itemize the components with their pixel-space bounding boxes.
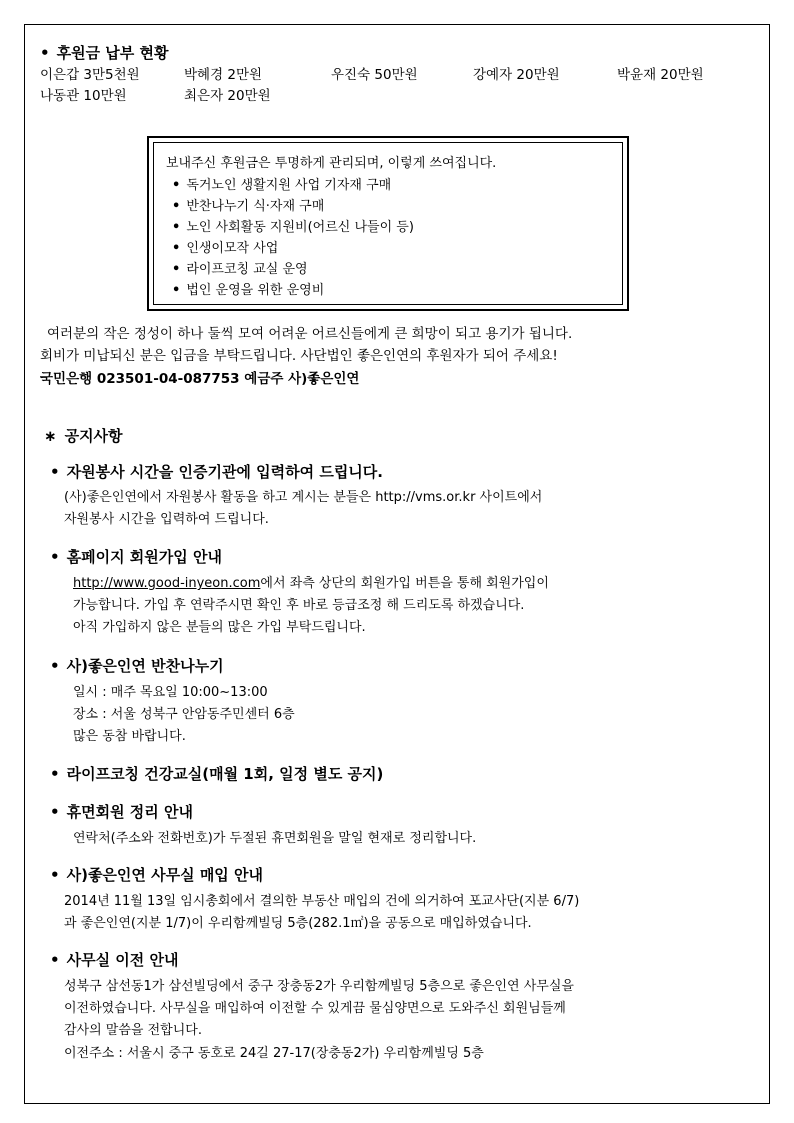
bank-account: 국민은행 023501-04-087753 예금주 사)좋은인연 (40, 371, 360, 387)
office-move-text: 이전하였습니다. 사무실을 매입하여 이전할 수 있게끔 물심양면으로 도와주신 회원님들께 (64, 1001, 566, 1016)
homepage-text: 가능합니다. 가입 후 연락주시면 확인 후 바로 등급조정 해 드리도록 하겠습니다. (73, 598, 525, 613)
donor-entry: 박윤재 20만원 (617, 67, 704, 83)
usage-item: • 반찬나누기 식·자재 구매 (172, 195, 324, 214)
homepage-line (73, 572, 549, 591)
office-purchase-title: • 사)좋은인연 사무실 매입 안내 (50, 864, 263, 885)
donor-entry: 나동관 10만원 (40, 88, 127, 104)
donation-usage-box (147, 136, 629, 311)
donor-entry: 이은갑 3만5천원 (40, 67, 140, 83)
usage-intro: 보내주신 후원금은 투명하게 관리되며, 이렇게 쓰여집니다. (166, 156, 497, 171)
side-dish-text: 많은 동참 바랍니다. (73, 729, 186, 744)
appeal-text: 회비가 미납되신 분은 입금을 부탁드립니다. 사단법인 좋은인연의 후원자가 되어 주세요! (40, 348, 558, 364)
usage-item: • 라이프코칭 교실 운영 (172, 258, 308, 277)
office-move-address: 이전주소 : 서울시 중구 동호로 24길 27-17(장충동2가) 우리함께빌딩 5층 (64, 1046, 484, 1061)
dormant-title: • 휴면회원 정리 안내 (50, 801, 193, 822)
usage-item: • 법인 운영을 위한 운영비 (172, 279, 324, 298)
donor-entry: 강예자 20만원 (473, 67, 560, 83)
office-move-title: • 사무실 이전 안내 (50, 949, 178, 970)
volunteer-text: (사)좋은인연에서 자원봉사 활동을 하고 계시는 분들은 http://vms.or.kr 사이트에서 (64, 490, 543, 505)
appeal-text: 여러분의 작은 정성이 하나 둘씩 모여 어려운 어르신들에게 큰 희망이 되고 용기가 됩니다. (47, 326, 573, 342)
donor-entry: 최은자 20만원 (184, 88, 271, 104)
notice-title: 공지사항 (64, 427, 123, 445)
volunteer-text: 자원봉사 시간을 입력하여 드립니다. (64, 512, 269, 527)
dormant-text: 연락처(주소와 전화번호)가 두절된 휴면회원을 말일 현재로 정리합니다. (73, 831, 477, 846)
donor-entry: 박혜경 2만원 (184, 67, 263, 83)
donation-title: • 후원금 납부 현황 (40, 42, 168, 63)
side-dish-text: 일시 : 매주 목요일 10:00~13:00 (73, 685, 268, 700)
usage-item: • 인생이모작 사업 (172, 237, 278, 256)
life-coaching-title: • 라이프코칭 건강교실(매월 1회, 일정 별도 공지) (50, 763, 383, 784)
office-move-text: 성북구 삼선동1가 삼선빌딩에서 중구 장충동2가 우리함께빌딩 5층으로 좋은인연 사무실을 (64, 979, 574, 994)
usage-item: • 독거노인 생활지원 사업 기자재 구매 (172, 174, 391, 193)
homepage-text: 에서 좌측 상단의 회원가입 버튼을 통해 회원가입이 (260, 576, 549, 591)
office-purchase-text: 과 좋은인연(지분 1/7)이 우리함께빌딩 5층(282.1㎡)을 공동으로 매입하였습니다. (64, 916, 532, 931)
office-purchase-text: 2014년 11월 13일 임시총회에서 결의한 부동산 매입의 건에 의거하여 포교사단(지분 6/7) (64, 894, 580, 909)
homepage-title: • 홈페이지 회원가입 안내 (50, 546, 222, 567)
asterisk-icon: ∗ (44, 427, 57, 445)
side-dish-title: • 사)좋은인연 반찬나누기 (50, 655, 224, 676)
volunteer-title: • 자원봉사 시간을 인증기관에 입력하여 드립니다. (50, 461, 383, 482)
notice-heading (44, 425, 123, 446)
homepage-text: 아직 가입하지 않은 분들의 많은 가입 부탁드립니다. (73, 620, 366, 635)
homepage-link[interactable]: http://www.good-inyeon.com (73, 576, 261, 591)
side-dish-text: 장소 : 서울 성북구 안암동주민센터 6층 (73, 707, 295, 722)
usage-item: • 노인 사회활동 지원비(어르신 나들이 등) (172, 216, 414, 235)
office-move-text: 감사의 말씀을 전합니다. (64, 1023, 202, 1038)
donor-entry: 우진숙 50만원 (331, 67, 418, 83)
